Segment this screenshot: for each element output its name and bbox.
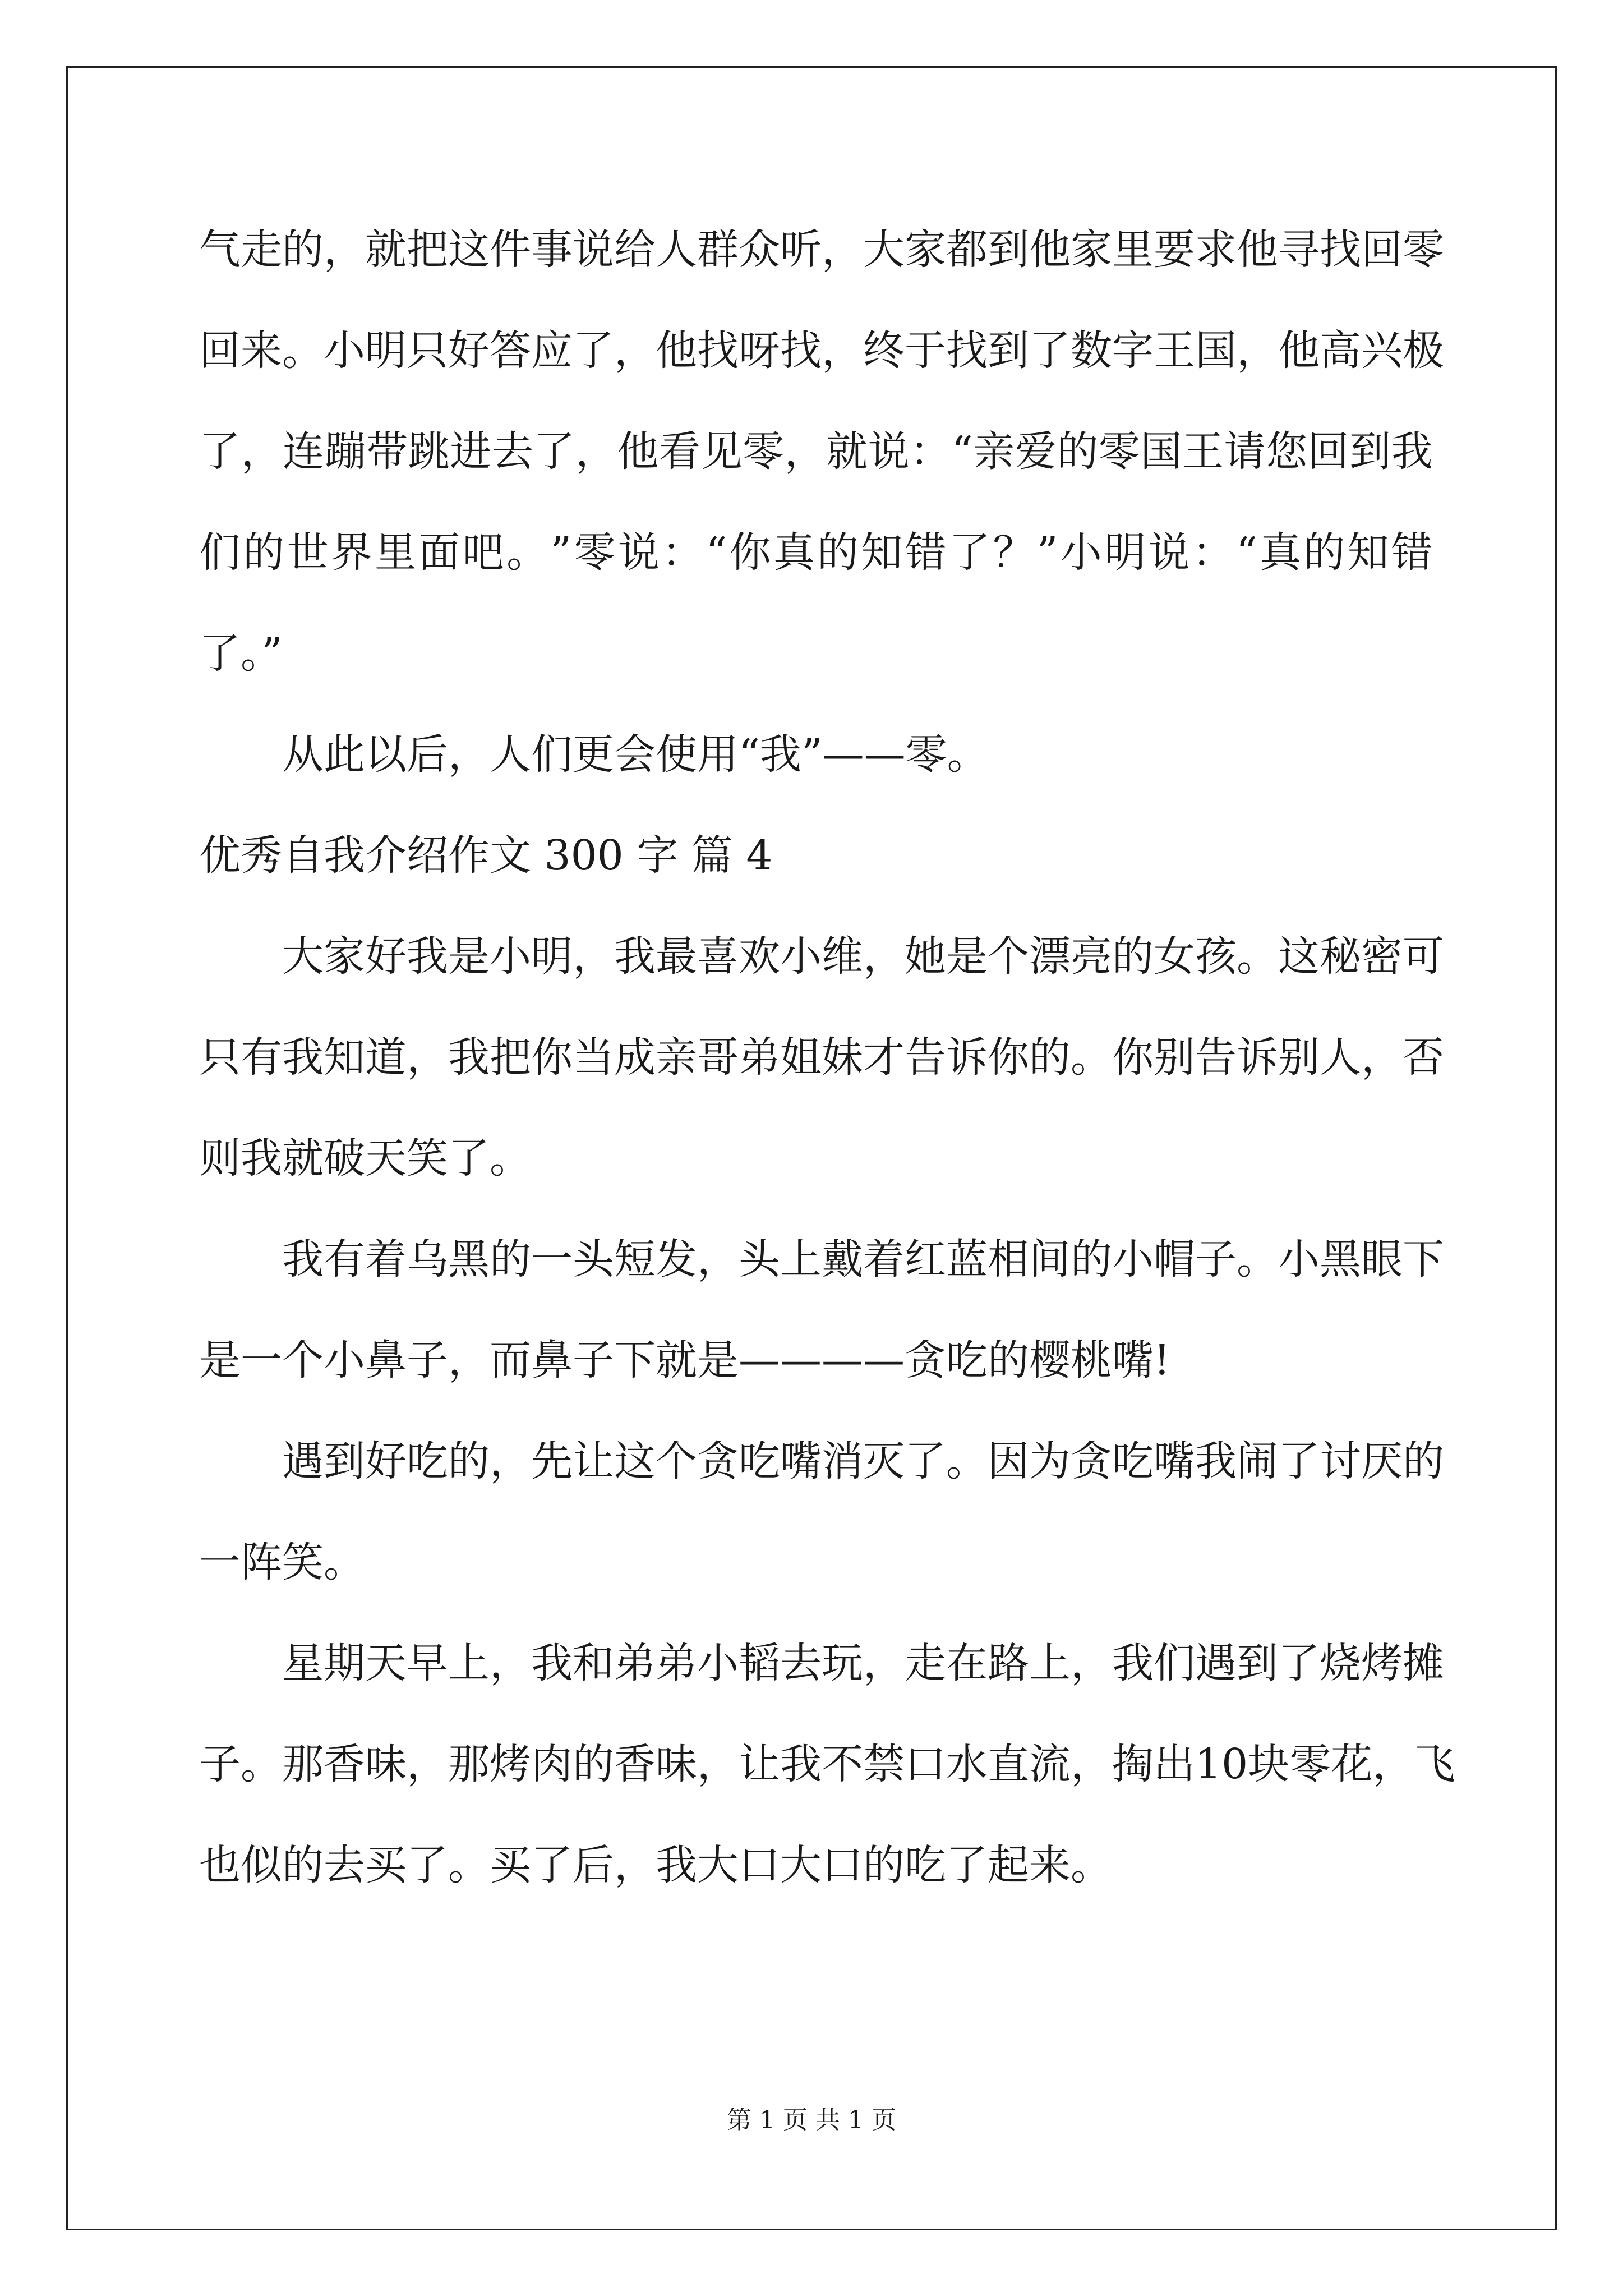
text-line: 优秀自我介绍作文 300 字 篇 4: [199, 831, 773, 880]
text-line: 也似的去买了。买了后，我大口大口的吃了起来。: [199, 1841, 1112, 1889]
page-footer: 第 1 页 共 1 页: [727, 2106, 896, 2134]
text-line: 则我就破天笑了。: [199, 1134, 531, 1182]
text-line: 大 家 好 我 是 小 明 ， 我 最 喜 欢 小 维 ， 她 是 个 漂 亮 的 女 孩 。 这 秘 密 可: [282, 932, 1444, 981]
text-line: 我 有 着 乌 黑 的 一 头 短 发 ， 头 上 戴 着 红 蓝 相 间 的 小 帽 子 。 小 黑 眼 下: [282, 1235, 1444, 1283]
text-line: 气 走 的 ， 就 把 这 件 事 说 给 人 群 众 听 ， 大 家 都 到 他 家 里 要 求 他 寻 找 回 零: [199, 226, 1444, 274]
document-body: [199, 199, 1456, 1916]
text-line: 了 ， 连 蹦 带 跳 进 去 了 ， 他 看 见 零 ， 就 说 ： “ 亲 爱 的 零 国 王 请 您 回 到 我: [199, 427, 1433, 476]
text-line: 只 有 我 知 道 ， 我 把 你 当 成 亲 哥 弟 姐 妹 才 告 诉 你 的 。 你 别 告 诉 别 人 ， 否: [199, 1033, 1444, 1082]
text-line: 是一个小鼻子，而鼻子下就是————贪吃的樱桃嘴!: [199, 1336, 1170, 1384]
text-line: 了。”: [199, 629, 283, 678]
text-line: 遇 到 好 吃 的 ， 先 让 这 个 贪 吃 嘴 消 灭 了 。 因 为 贪 吃 嘴 我 闹 了 讨 厌 的: [282, 1437, 1444, 1485]
text-line: 回 来 。 小 明 只 好 答 应 了 ， 他 找 呀 找 ， 终 于 找 到 了 数 字 王 国 ， 他 高 兴 极: [199, 326, 1444, 375]
text-line: 星 期 天 早 上 ， 我 和 弟 弟 小 韬 去 玩 ， 走 在 路 上 ， 我 们 遇 到 了 烧 烤 摊: [282, 1639, 1444, 1687]
text-line: 一阵笑。: [199, 1538, 365, 1586]
text-line: 从此以后，人们更会使用“我”——零。: [282, 730, 989, 779]
text-line: 们 的 世 界 里 面 吧 。 ” 零 说 ： “ 你 真 的 知 错 了 ？ ” 小 明 说 ： “ 真 的 知 错: [199, 528, 1433, 577]
text-line: 子 。 那 香 味 ， 那 烤 肉 的 香 味 ， 让 我 不 禁 口 水 直 流 ， 掏 出 1 0 块 零 花 ， 飞: [199, 1740, 1456, 1788]
